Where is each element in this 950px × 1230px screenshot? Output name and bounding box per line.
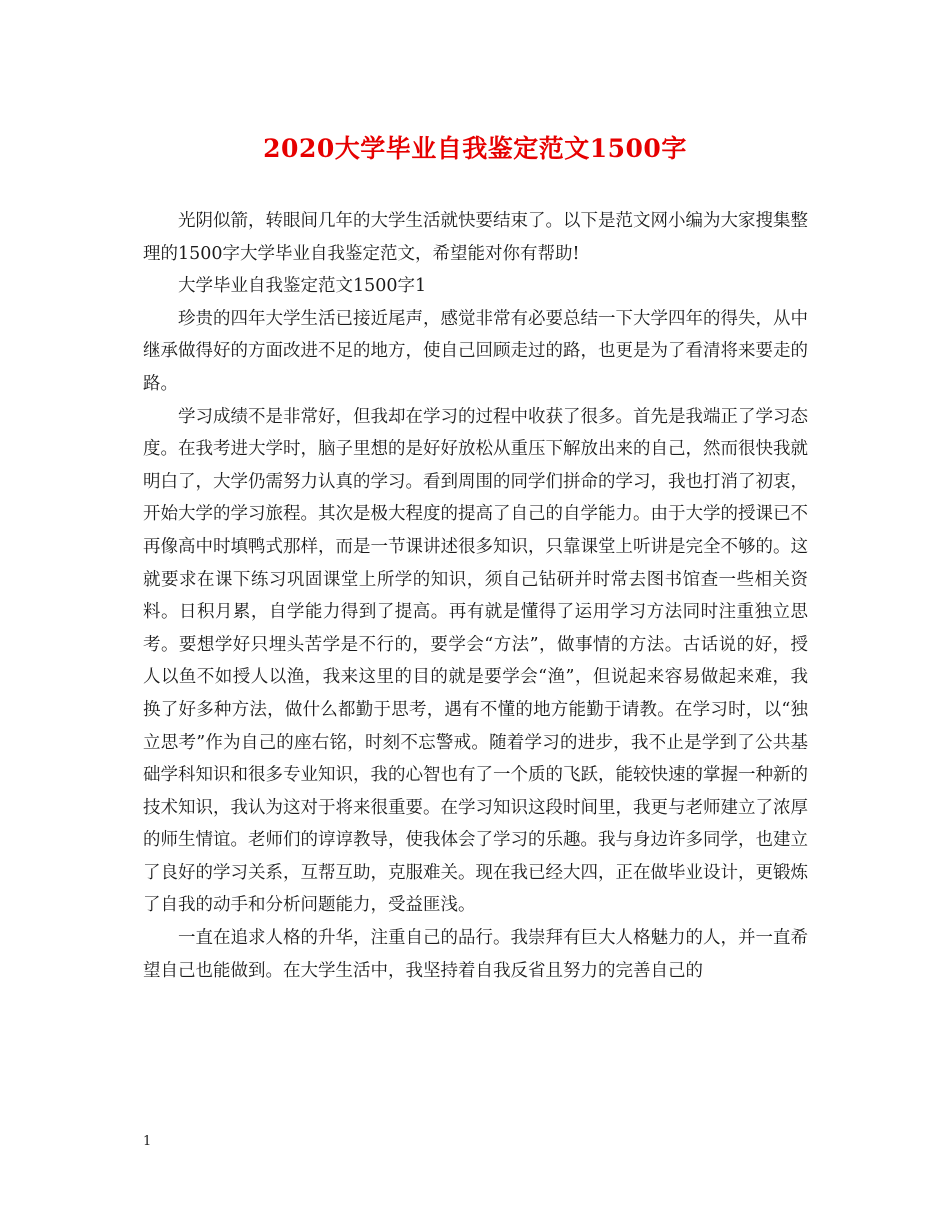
paragraph-character: 一直在追求人格的升华，注重自己的品行。我崇拜有巨大人格魅力的人，并一直希望自己也能做到。在大学生活中，我坚持着自我反省且努力的完善自己的 xyxy=(143,928,808,981)
paragraph-summary: 珍贵的四年大学生活已接近尾声，感觉非常有必要总结一下大学四年的得失，从中继承做得好的方面改进不足的地方，使自己回顾走过的路，也更是为了看清将来要走的路。 xyxy=(143,308,808,394)
section-heading: 大学毕业自我鉴定范文1500字1 xyxy=(178,276,427,297)
paragraph-study: 学习成绩不是非常好，但我却在学习的过程中收获了很多。首先是我端正了学习态度。在我考进大学时，脑子里想的是好好放松从重压下解放出来的自己，然而很快我就明白了，大学仍需努力认真的学习。看到周围的同学们拼命的学习，我也打消了初衷，开始大学的学习旅程。其次是极大程度的提高了自己的自学能力。由于大学的授课已不再像高中时填鸭式那样，而是一节课讲述很多知识，只靠课堂上听讲是完全不够的。这就要求在课下练习巩固课堂上所学的知识，须自己钻研并时常去图书馆查一些相关资料。日积月累，自学能力得到了提高。再有就是懂得了运用学习方法同时注重独立思考。要想学好只埋头苦学是不行的，要学会“方法”，做事情的方法。古话说的好，授人以鱼不如授人以渔，我来这里的目的就是要学会“渔”，但说起来容易做起来难，我换了好多种方法，做什么都勤于思考，遇有不懂的地方能勤于请教。在学习时，以“独立思考”作为自己的座右铭，时刻不忘警戒。随着学习的进步，我不止是学到了公共基础学科知识和很多专业知识，我的心智也有了一个质的飞跃，能较快速的掌握一种新的技术知识，我认为这对于将来很重要。在学习知识这段时间里，我更与老师建立了浓厚的师生情谊。老师们的谆谆教导，使我体会了学习的乐趣。我与身边许多同学，也建立了良好的学习关系，互帮互助，克服难关。现在我已经大四，正在做毕业设计，更锻炼了自我的动手和分析问题能力，受益匪浅。 xyxy=(143,406,808,916)
page-number: 1 xyxy=(143,1134,152,1149)
paragraph-intro: 光阴似箭，转眼间几年的大学生活就快要结束了。以下是范文网小编为大家搜集整理的1500字大学毕业自我鉴定范文，希望能对你有帮助! xyxy=(143,211,808,264)
document-body xyxy=(143,205,808,987)
document-title: 2020大学毕业自我鉴定范文1500字 xyxy=(263,134,687,163)
